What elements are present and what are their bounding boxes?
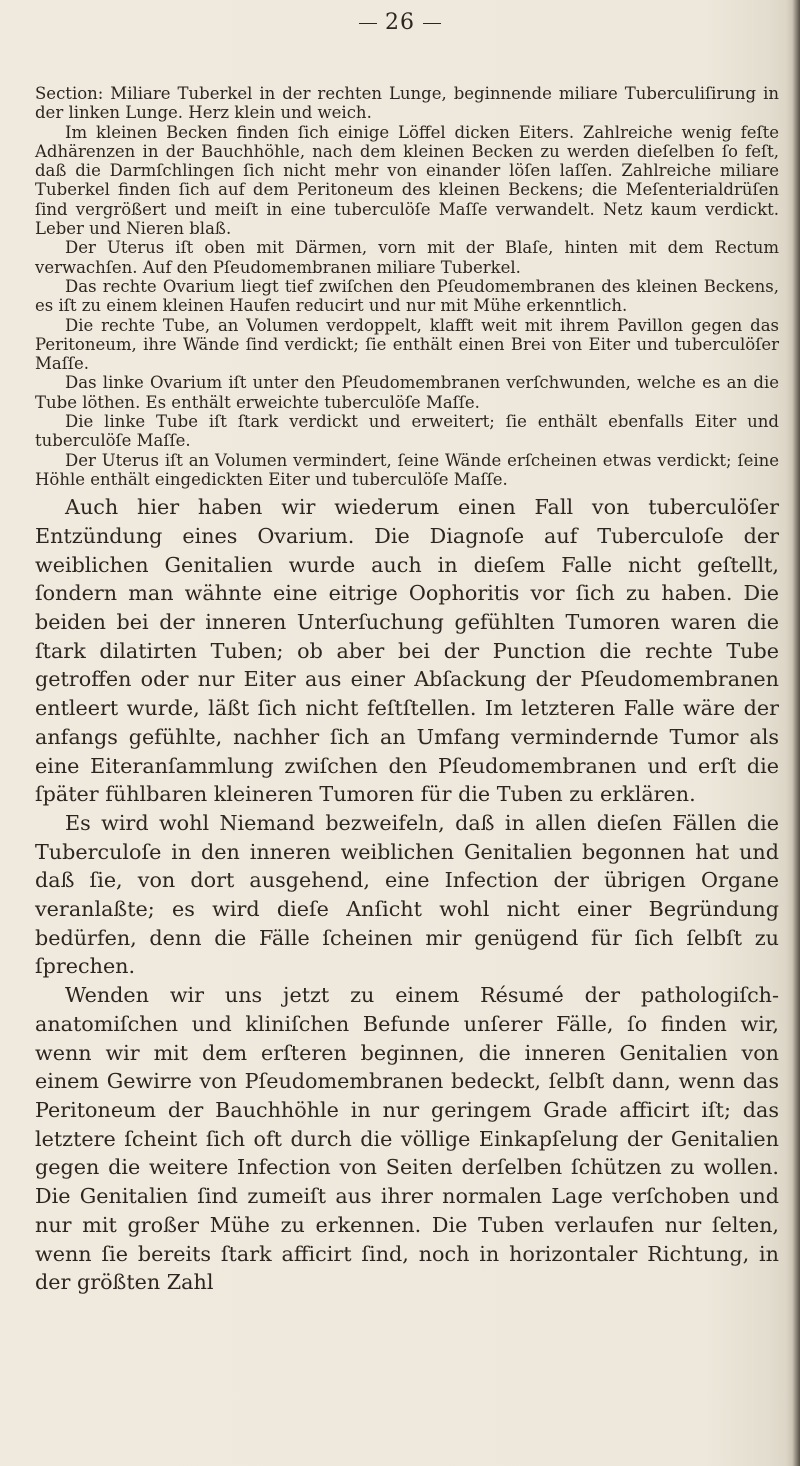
case-paragraph: Die rechte Tube, an Volumen verdoppelt, klafft weit mit ihrem Pavillon gegen das Peritoneum, ihre Wände ſind verdickt; ſie enthält einen Brei von Eiter und tuberculöſer Maſſe. bbox=[35, 315, 779, 374]
discussion-paragraph: Auch hier haben wir wiederum einen Fall von tuberculöſer Entzündung eines Ovarium. Die Diagnoſe auf Tuberculoſe der weiblichen Genitalien wurde auch in dieſem Falle nicht geſtellt, ſondern man wähnte eine eitrige Oophoritis vor ſich zu haben. Die beiden bei der inneren Unterſuchung gefühlten Tumoren waren die ſtark dilatirten Tuben; ob aber bei der Punction die rechte Tube getroffen oder nur Eiter aus einer Abſackung der Pſeudomembranen entleert wurde, läßt ſich nicht feſtſtellen. Im letzteren Falle wäre der anfangs gefühlte, nachher ſich an Umfang vermindernde Tumor als eine Eiteranſammlung zwiſchen den Pſeudomembranen und erſt die ſpäter fühlbaren kleineren Tumoren für die Tuben zu erklären. bbox=[35, 495, 779, 807]
case-paragraph: Die linke Tube iſt ſtark verdickt und erweitert; ſie enthält ebenfalls Eiter und tuberculöſe Maſſe. bbox=[35, 412, 779, 451]
case-paragraph: Das rechte Ovarium liegt tief zwiſchen den Pſeudomembranen des kleinen Beckens, es iſt zu einem kleinen Haufen reducirt und nur mit Mühe erkenntlich. bbox=[35, 276, 779, 316]
case-report bbox=[35, 84, 779, 489]
header-rule-right bbox=[423, 23, 441, 24]
page-number: 26 bbox=[385, 10, 415, 35]
discussion bbox=[35, 493, 779, 1297]
case-paragraph: Section: Miliare Tuberkel in der rechten Lunge, beginnende miliare Tuberculiſirung in der linken Lunge. Herz klein und weich. bbox=[35, 84, 779, 123]
header-rule-left bbox=[359, 23, 377, 24]
case-paragraph: Im kleinen Becken finden ſich einige Löffel dicken Eiters. Zahlreiche wenig feſte Adhärenzen in der Bauchhöhle, nach dem kleinen Becken zu werden dieſelben ſo feſt, daß die Darmſchlingen ſich nicht mehr von einander löſen laſſen. Zahlreiche miliare Tuberkel finden ſich auf dem Peritoneum des kleinen Beckens; die Meſenterialdrüſen ſind vergrößert und meiſt in eine tuberculöſe Maſſe verwandelt. Netz kaum verdickt. Leber und Nieren blaß. bbox=[35, 122, 779, 239]
case-paragraph: Der Uterus iſt an Volumen vermindert, ſeine Wände erſcheinen etwas verdickt; ſeine Höhle enthält eingedickten Eiter und tuberculöſe Maſſe. bbox=[35, 450, 779, 489]
case-paragraph: Das linke Ovarium iſt unter den Pſeudomembranen verſchwunden, welche es an die Tube löthen. Es enthält erweichte tuberculöſe Maſſe. bbox=[35, 373, 779, 412]
page-header bbox=[0, 10, 800, 35]
discussion-paragraph: Es wird wohl Niemand bezweifeln, daß in allen dieſen Fällen die Tuberculoſe in den inneren weiblichen Genitalien begonnen hat und daß ſie, von dort ausgehend, eine Infection der übrigen Organe veranlaßte; es wird dieſe Anſicht wohl nicht einer Begründung bedürfen, denn die Fälle ſcheinen mir genügend für ſich ſelbſt zu ſprechen. bbox=[35, 810, 779, 979]
page-content bbox=[35, 84, 779, 1297]
discussion-paragraph: Wenden wir uns jetzt zu einem Résumé der pathologiſch-anatomiſchen und kliniſchen Befunde unſerer Fälle, ſo finden wir, wenn wir mit dem erſteren beginnen, die inneren Genitalien von einem Gewirre von Pſeudomembranen bedeckt, ſelbſt dann, wenn das Peritoneum der Bauchhöhle in nur geringem Grade afficirt iſt; das letztere ſcheint ſich oft durch die völlige Einkapſelung der Genitalien gegen die weitere Infection von Seiten derſelben ſchützen zu wollen. Die Genitalien ſind zumeiſt aus ihrer normalen Lage verſchoben und nur mit großer Mühe zu erkennen. Die Tuben verlaufen nur ſelten, wenn ſie bereits ſtark afficirt ſind, noch in horizontaler Richtung, in der größten Zahl bbox=[35, 983, 779, 1295]
page-edge-shadow bbox=[786, 0, 800, 1466]
case-paragraph: Der Uterus iſt oben mit Därmen, vorn mit der Blaſe, hinten mit dem Rectum verwachſen. Auf den Pſeudomembranen miliare Tuberkel. bbox=[35, 238, 779, 277]
